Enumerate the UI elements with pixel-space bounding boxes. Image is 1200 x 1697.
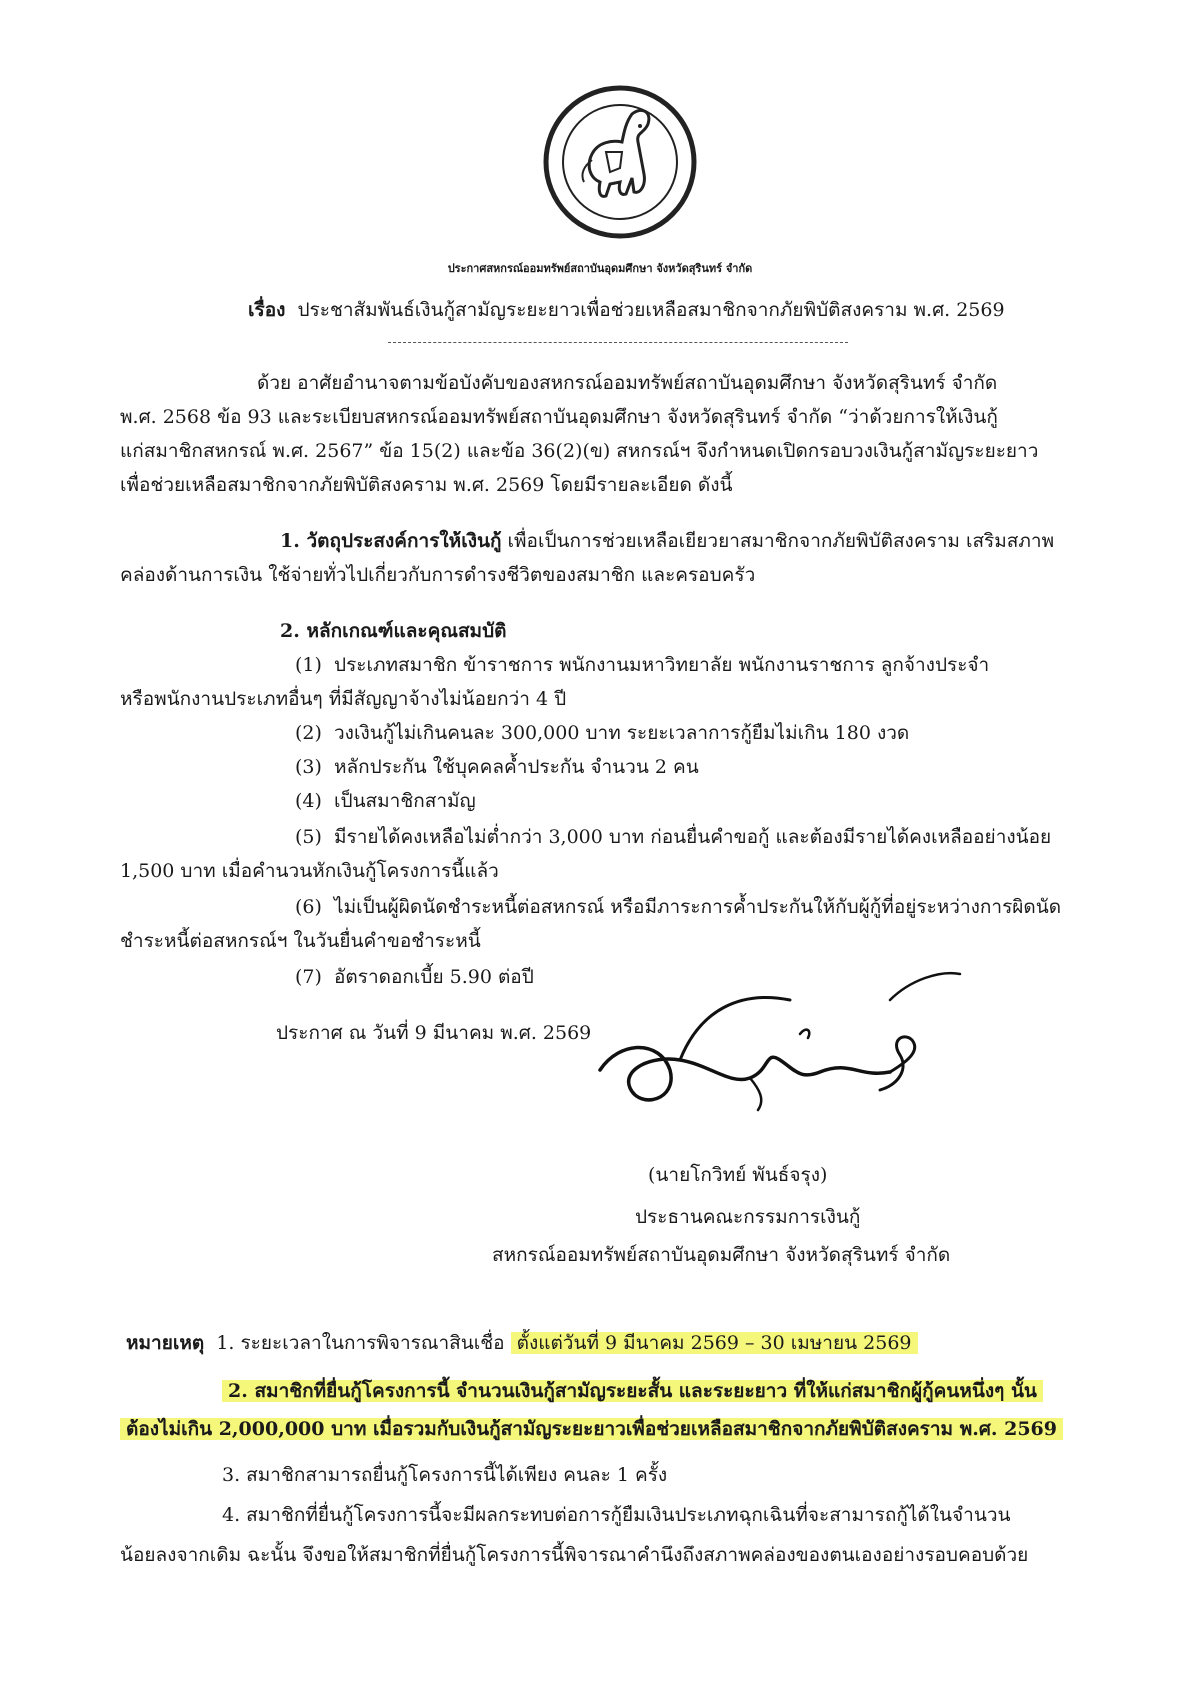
criteria-item-3: (3) หลักประกัน ใช้บุคคลค้ำประกัน จำนวน 2 คน: [295, 756, 699, 778]
section1-line-2: คล่องด้านการเงิน ใช้จ่ายทั่วไปเกี่ยวกับการดำรงชีวิตของสมาชิก และครอบครัว: [120, 564, 756, 586]
note-4-line-1: 4. สมาชิกที่ยื่นกู้โครงการนี้จะมีผลกระทบต่อการกู้ยืมเงินประเภทฉุกเฉินที่จะสามารถกู้ได้ในจำนวน: [222, 1504, 1011, 1526]
criteria-item-6-cont: ชำระหนี้ต่อสหกรณ์ฯ ในวันยื่นคำขอชำระหนี้: [120, 930, 481, 952]
signatory-org: สหกรณ์ออมทรัพย์สถาบันอุดมศึกษา จังหวัดสุรินทร์ จำกัด: [492, 1244, 951, 1266]
note-2-line-1: 2. สมาชิกที่ยื่นกู้โครงการนี้ จำนวนเงินกู้สามัญระยะสั้น และระยะยาว ที่ให้แก่สมาชิกผู้กู้คนหนึ่งๆ นั้น: [222, 1376, 1043, 1406]
criteria-item-2: (2) วงเงินกู้ไม่เกินคนละ 300,000 บาท ระยะเวลาการกู้ยืมไม่เกิน 180 งวด: [295, 722, 910, 744]
intro-line-3: แก่สมาชิกสหกรณ์ พ.ศ. 2567” ข้อ 15(2) และข้อ 36(2)(ข) สหกรณ์ฯ จึงกำหนดเปิดกรอบวงเงินกู้สามัญระยะยาว: [120, 440, 1039, 462]
criteria-item-1-cont: หรือพนักงานประเภทอื่นๆ ที่มีสัญญาจ้างไม่น้อยกว่า 4 ปี: [120, 688, 567, 710]
signatory-name: (นายโกวิทย์ พันธ์จรุง): [648, 1164, 828, 1186]
subject-text: ประชาสัมพันธ์เงินกู้สามัญระยะยาวเพื่อช่วยเหลือสมาชิกจากภัยพิบัติสงคราม พ.ศ. 2569: [297, 299, 1005, 321]
subject-label: เรื่อง: [248, 299, 286, 321]
header-divider: [388, 342, 848, 343]
criteria-item-6: (6) ไม่เป็นผู้ผิดนัดชำระหนี้ต่อสหกรณ์ หรือมีภาระการค้ำประกันให้กับผู้กู้ที่อยู่ระหว่างการผิดนัด: [295, 896, 1062, 918]
note-3: 3. สมาชิกสามารถยื่นกู้โครงการนี้ได้เพียง คนละ 1 ครั้ง: [222, 1464, 668, 1486]
note-2-line-2: ต้องไม่เกิน 2,000,000 บาท เมื่อรวมกับเงินกู้สามัญระยะยาวเพื่อช่วยเหลือสมาชิกจากภัยพิบัติสงคราม พ.ศ. 2569: [120, 1414, 1063, 1444]
signature-icon: [560, 960, 980, 1160]
notes-label: หมายเหตุ: [126, 1332, 205, 1354]
section1-text: เพื่อเป็นการช่วยเหลือเยียวยาสมาชิกจากภัยพิบัติสงคราม เสริมสภาพ: [507, 530, 1055, 552]
criteria-item-1: (1) ประเภทสมาชิก ข้าราชการ พนักงานมหาวิทยาลัย พนักงานราชการ ลูกจ้างประจำ: [295, 654, 990, 676]
criteria-item-7: (7) อัตราดอกเบี้ย 5.90 ต่อปี: [295, 966, 534, 988]
signatory-position: ประธานคณะกรรมการเงินกู้: [635, 1206, 861, 1228]
criteria-item-5-cont: 1,500 บาท เมื่อคำนวนหักเงินกู้โครงการนี้แล้ว: [120, 860, 499, 882]
section1-line-1: [280, 526, 1054, 556]
intro-line-1: ด้วย อาศัยอำนาจตามข้อบังคับของสหกรณ์ออมทรัพย์สถาบันอุดมศึกษา จังหวัดสุรินทร์ จำกัด: [257, 372, 998, 394]
subject-line: [248, 295, 1005, 325]
section2-heading: 2. หลักเกณฑ์และคุณสมบัติ: [280, 620, 507, 642]
note-1: หมายเหตุ 1. ระยะเวลาในการพิจารณาสินเชื่อ ตั้งแต่วันที่ 9 มีนาคม 2569 – 30 เมษายน 2569: [126, 1328, 918, 1358]
criteria-item-4: (4) เป็นสมาชิกสามัญ: [295, 790, 476, 812]
note-4-line-2: น้อยลงจากเดิม ฉะนั้น จึงขอให้สมาชิกที่ยื่นกู้โครงการนี้พิจารณาคำนึงถึงสภาพคล่องของตนเองอย่างรอบคอบด้วย: [120, 1544, 1029, 1566]
elephant-seal-icon: [540, 82, 700, 242]
intro-line-4: เพื่อช่วยเหลือสมาชิกจากภัยพิบัติสงคราม พ.ศ. 2569 โดยมีรายละเอียด ดังนี้: [120, 474, 733, 496]
announce-date: ประกาศ ณ วันที่ 9 มีนาคม พ.ศ. 2569: [276, 1022, 592, 1044]
announcement-title: ประกาศสหกรณ์ออมทรัพย์สถาบันอุดมศึกษา จังหวัดสุรินทร์ จำกัด: [447, 262, 753, 275]
intro-line-2: พ.ศ. 2568 ข้อ 93 และระเบียบสหกรณ์ออมทรัพย์สถาบันอุดมศึกษา จังหวัดสุรินทร์ จำกัด “ว่าด้วยการให้เงินกู้: [120, 406, 998, 428]
section1-heading: 1. วัตถุประสงค์การให้เงินกู้: [280, 530, 502, 552]
criteria-item-5: (5) มีรายได้คงเหลือไม่ต่ำกว่า 3,000 บาท ก่อนยื่นคำขอกู้ และต้องมีรายได้คงเหลืออย่างน้อย: [295, 826, 1052, 848]
note-1-highlight: ตั้งแต่วันที่ 9 มีนาคม 2569 – 30 เมษายน 2569: [511, 1332, 918, 1354]
